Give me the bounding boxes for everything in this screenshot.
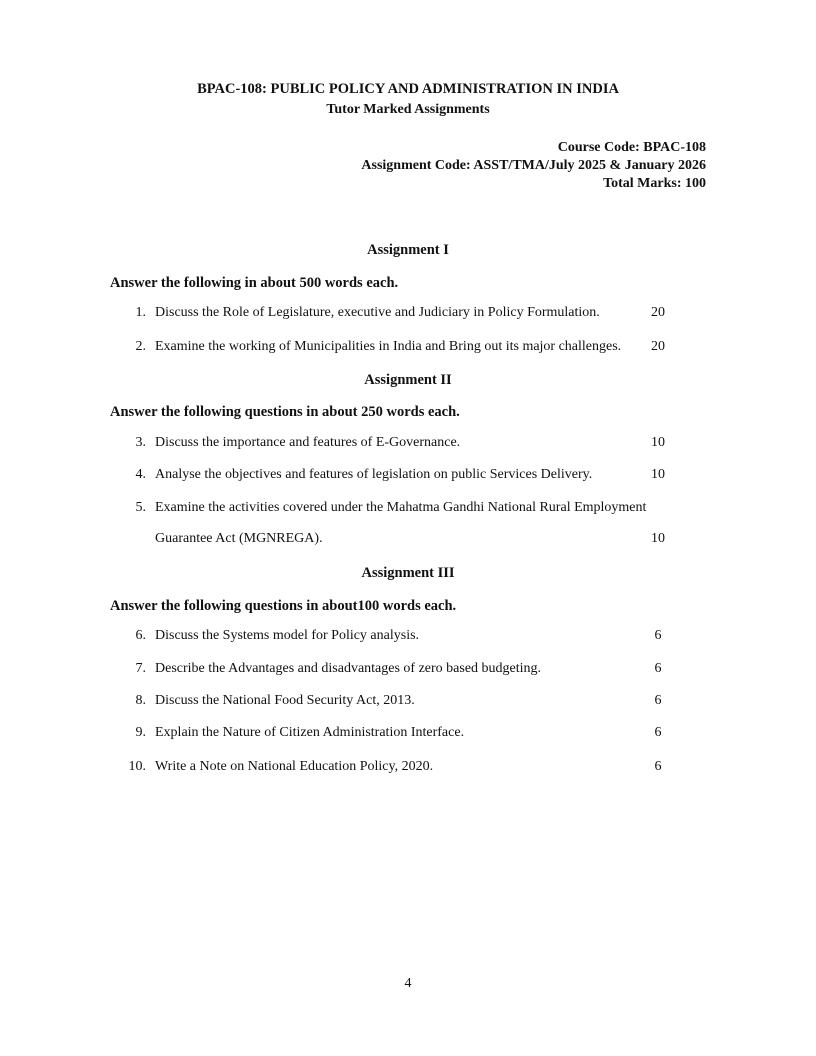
question-item (0, 434, 816, 454)
question-number: 8. (135, 693, 146, 708)
section-instruction-assignment-1: Answer the following in about 500 words each. (110, 275, 399, 291)
question-text: Examine the activities covered under the Mahatma Gandhi National Rural Employment (155, 500, 647, 515)
question-number: 5. (135, 500, 146, 515)
section-heading-assignment-1: Assignment I (367, 242, 449, 258)
question-text-continuation: Guarantee Act (MGNREGA). (155, 531, 323, 546)
question-number: 9. (135, 725, 146, 740)
question-marks: 20 (651, 339, 665, 354)
question-item (0, 692, 816, 712)
question-text: Analyse the objectives and features of legislation on public Services Delivery. (155, 467, 593, 482)
question-item (0, 660, 816, 680)
question-item (0, 304, 816, 324)
question-number: 10. (128, 759, 146, 774)
course-code: Course Code: BPAC-108 (557, 140, 706, 155)
question-item (0, 338, 816, 358)
question-number: 7. (135, 661, 146, 676)
section-heading-assignment-3: Assignment III (361, 565, 455, 581)
question-item (0, 758, 816, 778)
question-number: 6. (135, 628, 146, 643)
section-instruction-assignment-2: Answer the following questions in about 250 words each. (110, 404, 460, 420)
question-marks: 6 (654, 725, 662, 740)
question-text: Discuss the Systems model for Policy analysis. (155, 628, 420, 643)
question-text: Examine the working of Municipalities in India and Bring out its major challenges. (155, 339, 622, 354)
question-marks: 6 (654, 628, 662, 643)
question-text: Discuss the importance and features of E-Governance. (155, 435, 461, 450)
question-marks: 10 (651, 467, 665, 482)
question-text: Describe the Advantages and disadvantages of zero based budgeting. (155, 661, 542, 676)
question-marks: 6 (654, 661, 662, 676)
question-item (0, 466, 816, 486)
section-instruction-assignment-3: Answer the following questions in about100 words each. (110, 598, 457, 614)
question-number: 1. (135, 305, 146, 320)
section-heading-assignment-2: Assignment II (364, 372, 452, 388)
question-marks: 10 (651, 435, 665, 450)
question-number: 2. (135, 339, 146, 354)
total-marks: Total Marks: 100 (603, 176, 706, 191)
question-marks: 6 (654, 693, 662, 708)
document-subtitle: Tutor Marked Assignments (326, 102, 490, 117)
question-text: Discuss the National Food Security Act, 2013. (155, 693, 415, 708)
assignment-code: Assignment Code: ASST/TMA/July 2025 & January 2026 (361, 158, 706, 173)
question-marks: 10 (651, 531, 665, 546)
question-marks: 6 (654, 759, 662, 774)
question-item (0, 499, 816, 519)
document-title: BPAC-108: PUBLIC POLICY AND ADMINISTRATION IN INDIA (197, 81, 619, 97)
page-number: 4 (404, 976, 412, 991)
question-text: Write a Note on National Education Policy, 2020. (155, 759, 434, 774)
question-text: Explain the Nature of Citizen Administration Interface. (155, 725, 465, 740)
question-item (0, 627, 816, 647)
question-item-continuation (0, 530, 816, 550)
question-number: 3. (135, 435, 146, 450)
question-marks: 20 (651, 305, 665, 320)
question-number: 4. (135, 467, 146, 482)
question-item (0, 724, 816, 744)
question-text: Discuss the Role of Legislature, executive and Judiciary in Policy Formulation. (155, 305, 600, 320)
